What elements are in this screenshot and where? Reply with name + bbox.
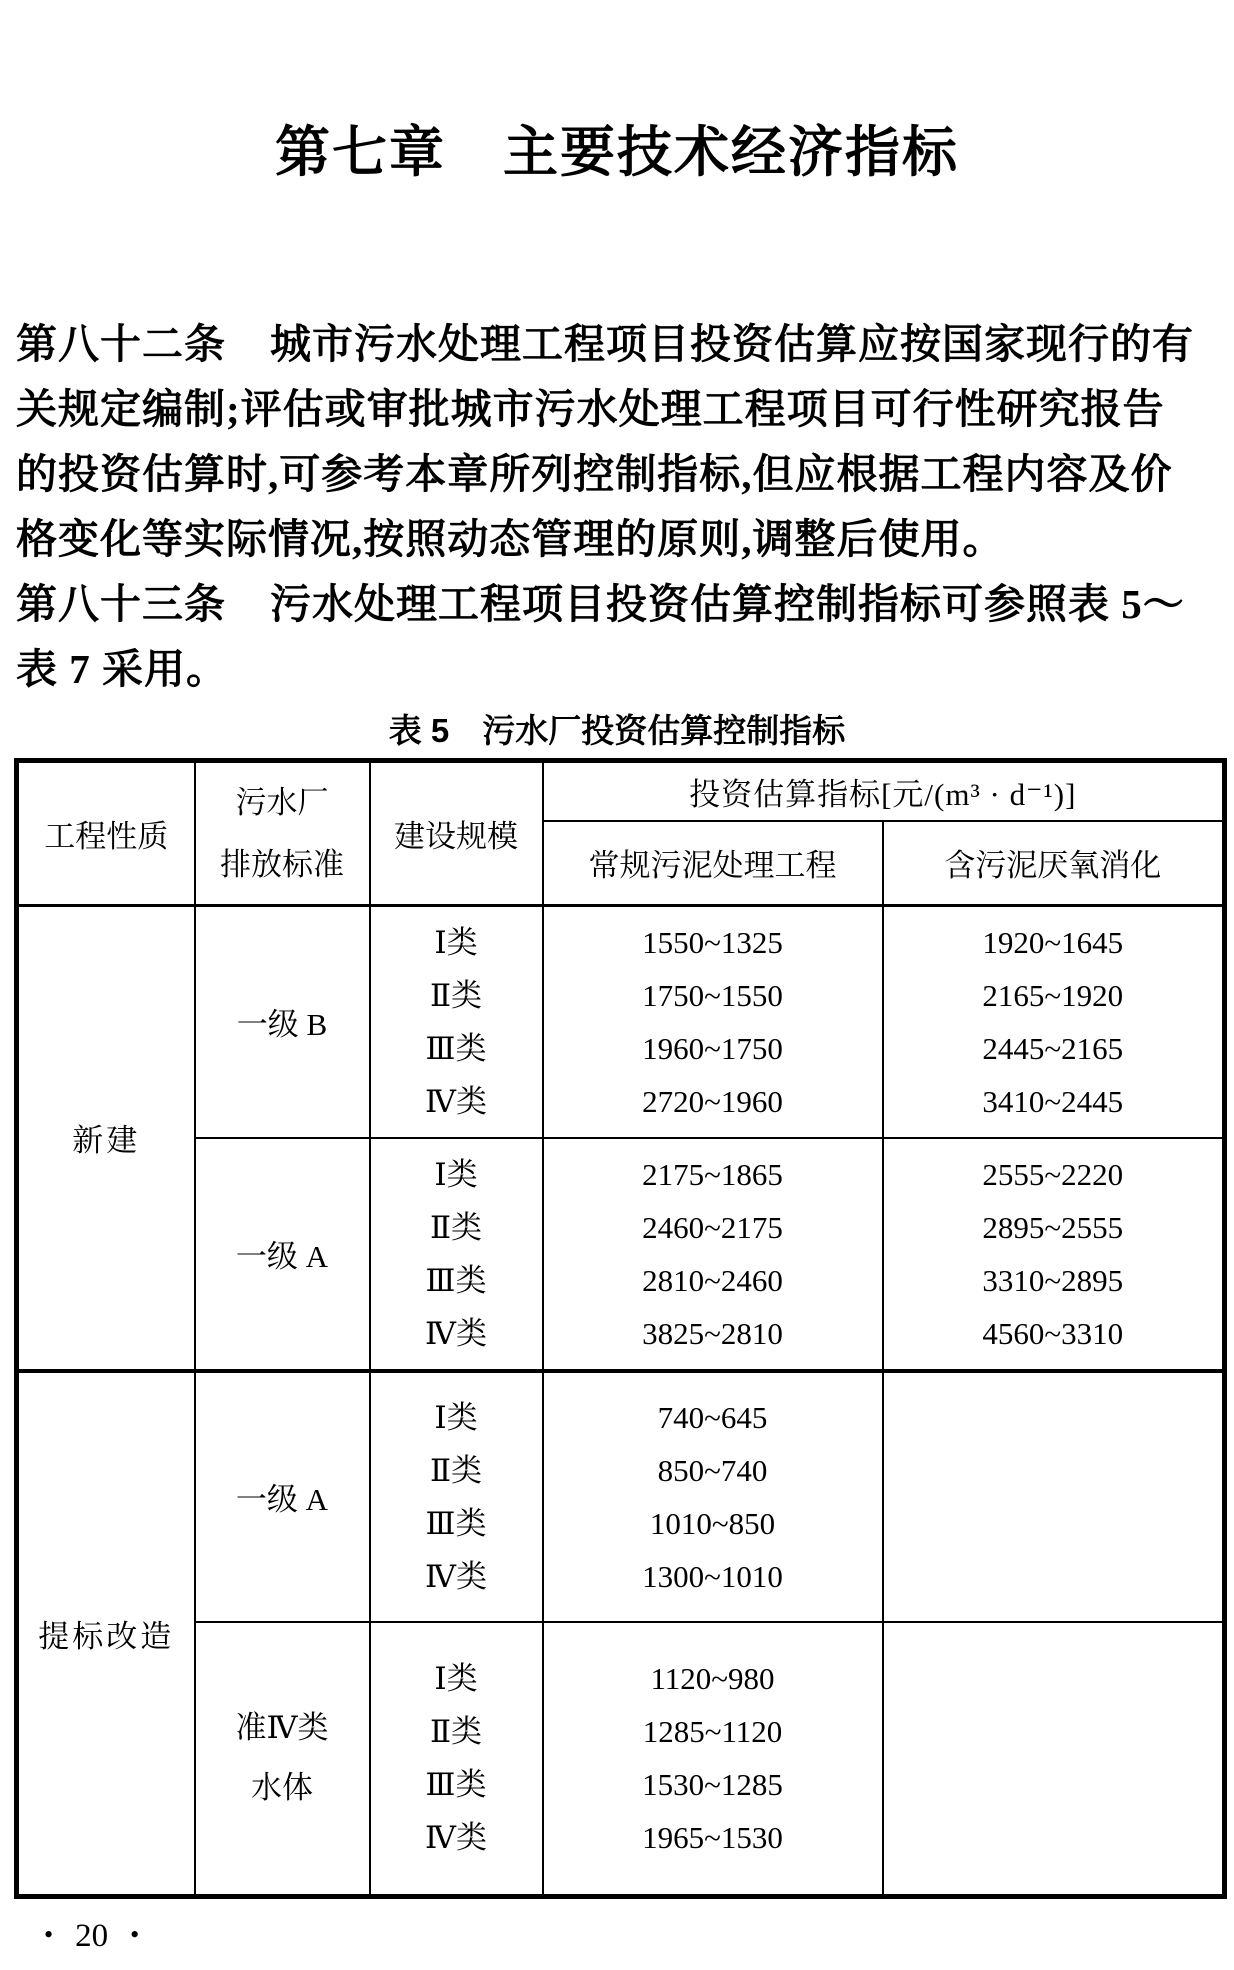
cell-line: Ⅳ类 (425, 1083, 487, 1119)
table-row-new-grade1a (17, 1138, 1225, 1371)
cell-line: 2175~1865 (642, 1156, 783, 1192)
cell-line: Ⅱ类 (429, 1209, 483, 1245)
text-line (16, 572, 1211, 637)
cell-scale-classes (370, 1371, 543, 1622)
paragraph-article-82 (16, 312, 1211, 572)
header-anaerobic-digestion: 含污泥厌氧消化 (883, 821, 1225, 906)
header-discharge-standard (195, 761, 370, 906)
cell-line: 准Ⅳ类 (235, 1710, 329, 1746)
cell-line: 2810~2460 (642, 1262, 783, 1298)
table-row-upgrade-quasi4 (17, 1622, 1225, 1897)
cell-line: 4560~3310 (982, 1315, 1124, 1351)
cell-line: 2165~1920 (982, 977, 1124, 1013)
cell-line: 1300~1010 (642, 1558, 783, 1594)
cell-line: Ⅲ类 (425, 1030, 487, 1066)
body-text (16, 312, 1211, 702)
cell-line: 1960~1750 (642, 1030, 783, 1066)
table-row-new-grade1b (17, 906, 1225, 1138)
cell-line: Ⅱ类 (429, 1452, 483, 1488)
cell-standard: 一级 B (195, 906, 370, 1138)
cell-line: Ⅳ类 (425, 1820, 487, 1856)
cell-line: 1965~1530 (642, 1820, 783, 1856)
cell-line: 2720~1960 (642, 1083, 783, 1119)
cell-standard: 一级 A (195, 1371, 370, 1622)
cell-line: Ⅲ类 (425, 1262, 487, 1298)
footer-bullet-right: • (130, 1920, 140, 1949)
cell-nature-new: 新建 (17, 906, 195, 1371)
cell-line: 2460~2175 (642, 1209, 783, 1245)
article-82-lead: 第八十二条 (16, 321, 226, 367)
cell-nature-upgrade: 提标改造 (17, 1371, 195, 1897)
cell-line: Ⅰ类 (434, 1661, 478, 1697)
cell-line: 3310~2895 (982, 1262, 1124, 1298)
paragraph-article-83 (16, 572, 1211, 702)
footer-page-number: 20 (75, 1918, 109, 1954)
cell-digestion-values (883, 1622, 1225, 1897)
header-row-1 (17, 761, 1225, 821)
cell-line: 1920~1645 (982, 924, 1124, 960)
header-conventional-sludge: 常规污泥处理工程 (543, 821, 883, 906)
table-caption: 表 5 污水厂投资估算控制指标 (388, 712, 846, 749)
cell-line: Ⅱ类 (429, 977, 483, 1013)
cell-line: 2895~2555 (982, 1209, 1124, 1245)
cell-standard (195, 1622, 370, 1897)
cell-line: 2445~2165 (982, 1030, 1124, 1066)
cell-conventional-values (543, 1622, 883, 1897)
cell-line: 1530~1285 (642, 1767, 783, 1803)
header-construction-scale: 建设规模 (370, 761, 543, 906)
page-title: 第七章 主要技术经济指标 (274, 121, 959, 183)
cell-digestion-values (883, 906, 1225, 1138)
cell-line: 1285~1120 (642, 1714, 783, 1750)
header-indicator-group: 投资估算指标[元/(m³ · d⁻¹)] (543, 761, 1225, 821)
cell-line: 1550~1325 (642, 924, 783, 960)
page-footer (44, 1918, 139, 1955)
cell-line: Ⅲ类 (425, 1505, 487, 1541)
cell-digestion-values (883, 1371, 1225, 1622)
text-line: 表 7 采用。 (16, 646, 228, 692)
cell-scale-classes (370, 1622, 543, 1897)
cell-line: 3410~2445 (982, 1083, 1124, 1119)
text-line: 的投资估算时,可参考本章所列控制指标,但应根据工程内容及价 (16, 451, 1173, 497)
cell-line: 2555~2220 (982, 1156, 1124, 1192)
header-line: 污水厂 (235, 784, 329, 820)
text-run: 污水处理工程项目投资估算控制指标可参照表 5～ (270, 581, 1185, 627)
text-line: 格变化等实际情况,按照动态管理的原则,调整后使用。 (16, 516, 1005, 562)
article-83-lead: 第八十三条 (16, 581, 226, 627)
cell-line: 850~740 (657, 1452, 768, 1488)
cell-scale-classes (370, 1138, 543, 1371)
cell-digestion-values (883, 1138, 1225, 1371)
text-run: 城市污水处理工程项目投资估算应按国家现行的有 (270, 321, 1194, 367)
header-line: 排放标准 (220, 846, 344, 882)
cell-conventional-values (543, 1371, 883, 1622)
cell-line: Ⅳ类 (425, 1558, 487, 1594)
cell-line: Ⅰ类 (434, 924, 478, 960)
cell-line: 1120~980 (650, 1661, 775, 1697)
cell-conventional-values (543, 1138, 883, 1371)
cell-line: Ⅳ类 (425, 1315, 487, 1351)
table-row-upgrade-grade1a (17, 1371, 1225, 1622)
text-line (16, 312, 1211, 377)
cell-standard: 一级 A (195, 1138, 370, 1371)
cell-line: Ⅱ类 (429, 1714, 483, 1750)
cell-conventional-values (543, 906, 883, 1138)
cell-line: 3825~2810 (642, 1315, 783, 1351)
cell-line: 1010~850 (649, 1505, 776, 1541)
cell-line: Ⅰ类 (434, 1399, 478, 1435)
cell-line: 1750~1550 (642, 977, 783, 1013)
footer-bullet-left: • (44, 1920, 54, 1949)
investment-estimate-table (14, 758, 1227, 1899)
text-line: 关规定编制;评估或审批城市污水处理工程项目可行性研究报告 (16, 386, 1165, 432)
cell-scale-classes (370, 906, 543, 1138)
cell-line: Ⅰ类 (434, 1156, 478, 1192)
cell-line: Ⅲ类 (425, 1767, 487, 1803)
cell-line: 740~645 (657, 1399, 768, 1435)
header-project-nature: 工程性质 (17, 761, 195, 906)
cell-line: 水体 (251, 1770, 313, 1806)
